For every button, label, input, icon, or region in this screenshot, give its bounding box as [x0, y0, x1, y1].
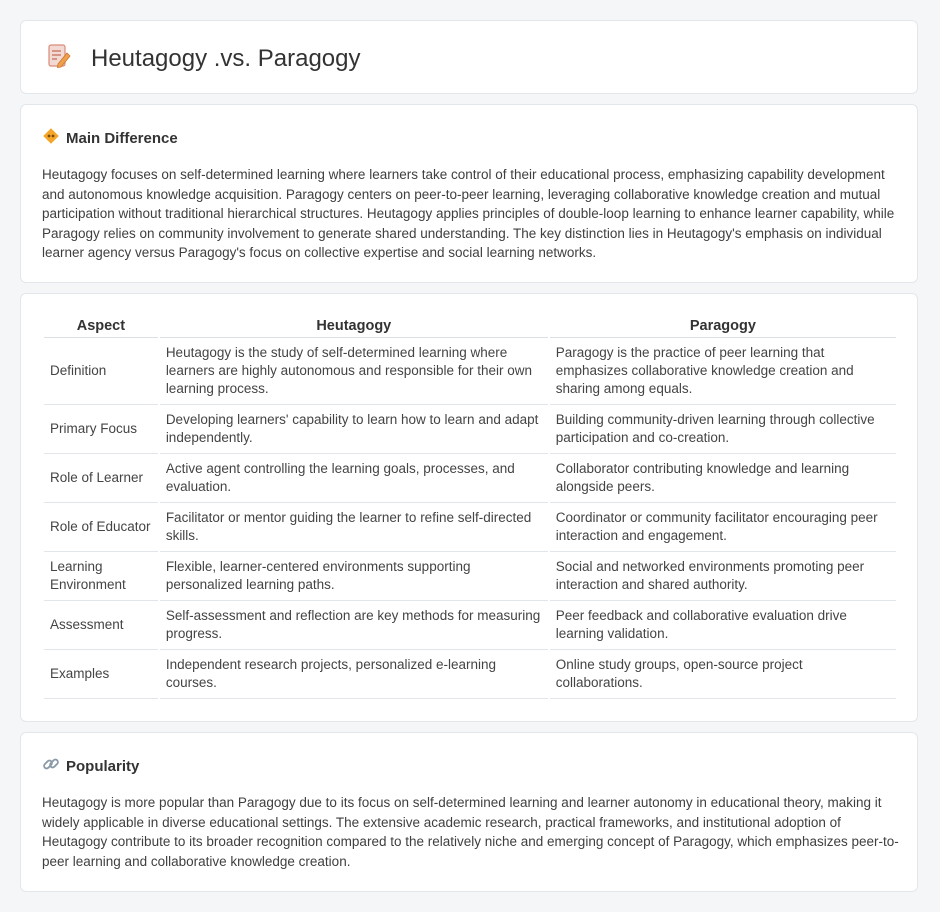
- table-row: [44, 601, 896, 650]
- table-row: [44, 405, 896, 454]
- table-row: [44, 552, 896, 601]
- heutagogy-cell: Heutagogy is the study of self-determined learning where learners are highly autonomous and responsible for their own learning process.: [160, 338, 548, 405]
- heutagogy-cell: Developing learners' capability to learn how to learn and adapt independently.: [160, 405, 548, 454]
- aspect-cell: Primary Focus: [44, 405, 158, 454]
- aspect-cell: Role of Learner: [44, 454, 158, 503]
- main-difference-card: [20, 104, 918, 283]
- page-title: Heutagogy .vs. Paragogy: [91, 44, 361, 72]
- title-row: [47, 43, 361, 74]
- comparison-table: [42, 315, 898, 699]
- popularity-card: [20, 732, 918, 892]
- main-difference-header: [42, 127, 178, 150]
- document-pencil-icon: [47, 43, 71, 74]
- aspect-cell: Role of Educator: [44, 503, 158, 552]
- table-row: [44, 454, 896, 503]
- title-card: [20, 20, 918, 94]
- paragogy-cell: Online study groups, open-source project collaborations.: [550, 650, 896, 699]
- popularity-text: Heutagogy is more popular than Paragogy due to its focus on self-determined learning and learner autonomy in educational theory, making it widely applicable in diverse educational settings. The extensive academic research, practical frameworks, and institutional adoption of Heutagogy contribute to its broader recognition compared to the relatively niche and emerging concept of Paragogy, which emphasizes peer-to-peer learning and collaborative knowledge creation.: [42, 795, 899, 869]
- paragogy-cell: Coordinator or community facilitator encouraging peer interaction and engagement.: [550, 503, 896, 552]
- paragogy-cell: Paragogy is the practice of peer learning that emphasizes collaborative knowledge creation and sharing among equals.: [550, 338, 896, 405]
- popularity-heading: Popularity: [66, 758, 140, 775]
- heutagogy-cell: Flexible, learner-centered environments supporting personalized learning paths.: [160, 552, 548, 601]
- heutagogy-cell: Self-assessment and reflection are key methods for measuring progress.: [160, 601, 548, 650]
- main-difference-heading: Main Difference: [66, 130, 178, 147]
- heutagogy-cell: Facilitator or mentor guiding the learner to refine self-directed skills.: [160, 503, 548, 552]
- paragogy-cell: Building community-driven learning through collective participation and co-creation.: [550, 405, 896, 454]
- aspect-cell: Learning Environment: [44, 552, 158, 601]
- table-row: [44, 338, 896, 405]
- paragogy-cell: Peer feedback and collaborative evaluation drive learning validation.: [550, 601, 896, 650]
- table-header-row: [44, 315, 896, 338]
- header-aspect: Aspect: [44, 315, 158, 338]
- paragogy-cell: Collaborator contributing knowledge and learning alongside peers.: [550, 454, 896, 503]
- paragogy-cell: Social and networked environments promoting peer interaction and shared authority.: [550, 552, 896, 601]
- table-row: [44, 503, 896, 552]
- header-paragogy: Paragogy: [550, 315, 896, 338]
- aspect-cell: Examples: [44, 650, 158, 699]
- link-icon: [42, 755, 60, 778]
- header-heutagogy: Heutagogy: [160, 315, 548, 338]
- diamond-icon: [42, 127, 60, 150]
- heutagogy-cell: Active agent controlling the learning goals, processes, and evaluation.: [160, 454, 548, 503]
- table-row: [44, 650, 896, 699]
- comparison-card: [20, 293, 918, 722]
- heutagogy-cell: Independent research projects, personalized e-learning courses.: [160, 650, 548, 699]
- popularity-header: [42, 755, 139, 778]
- main-difference-text: Heutagogy focuses on self-determined learning where learners take control of their educational process, emphasizing capability development and autonomous knowledge acquisition. Paragogy centers on peer-to-peer learning, leveraging collaborative knowledge creation and mutual participation without traditional hierarchical structures. Heutagogy applies principles of double-loop learning to enhance learner capability, while Paragogy relies on community involvement to generate shared understanding. The key distinction lies in Heutagogy's emphasis on individual learner agency versus Paragogy's focus on collective expertise and social learning networks.: [42, 167, 895, 260]
- aspect-cell: Definition: [44, 338, 158, 405]
- aspect-cell: Assessment: [44, 601, 158, 650]
